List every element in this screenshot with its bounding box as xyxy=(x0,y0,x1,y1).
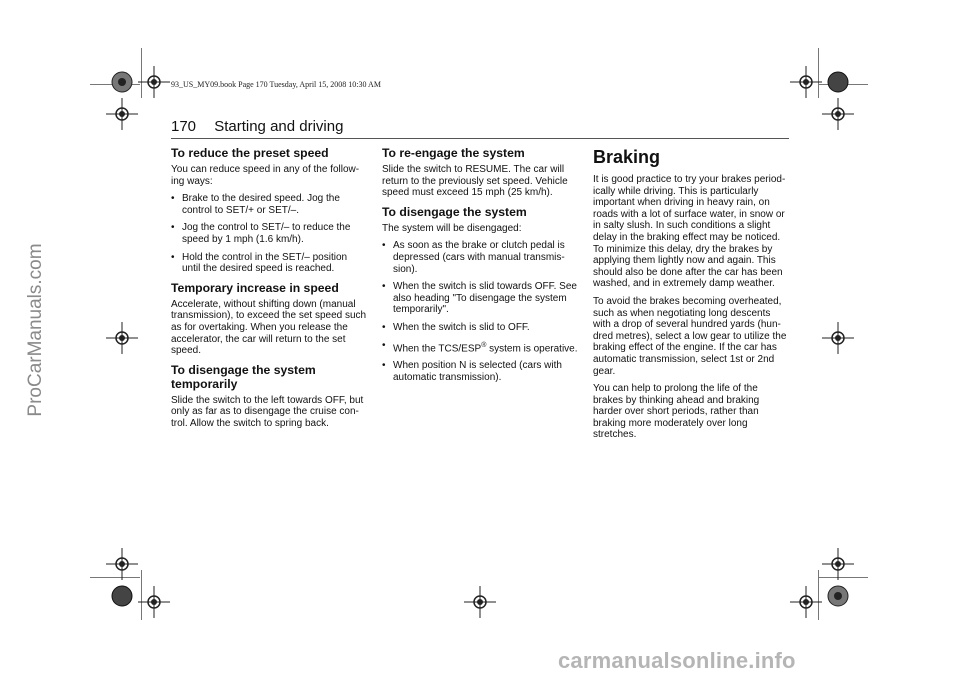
crosshair-icon xyxy=(822,548,854,580)
page-title: Starting and driving xyxy=(214,118,344,135)
crosshair-icon xyxy=(106,98,138,130)
crosshair-icon xyxy=(790,66,822,98)
list-item: • When the switch is slid towards OFF. See also heading "To disengage the system temporarily". xyxy=(382,281,577,316)
registration-mark-icon xyxy=(822,66,854,98)
page-header xyxy=(171,118,343,135)
bullet-icon: • xyxy=(382,240,386,252)
column-1 xyxy=(171,146,367,436)
heading-reduce-speed: To reduce the preset speed xyxy=(171,146,329,160)
list-item: • When the switch is slid to OFF. xyxy=(382,321,530,333)
page-number: 170 xyxy=(171,118,197,135)
list-item: • As soon as the brake or clutch pedal is depressed (cars with manual transmis-sion). xyxy=(382,240,565,275)
paragraph: You can help to prolong the life of the brakes by thinking ahead and braking harder over short periods, rather than braking more moderately over long stretches. xyxy=(593,383,760,441)
crosshair-icon xyxy=(464,586,496,618)
bullet-icon: • xyxy=(382,360,386,372)
bullet-icon: • xyxy=(171,251,175,263)
bullet-icon: • xyxy=(171,222,175,234)
column-2 xyxy=(382,146,578,390)
list-item: • Jog the control to SET/– to reduce the speed by 1 mph (1.6 km/h). xyxy=(171,222,351,245)
registration-mark-icon xyxy=(106,580,138,612)
heading-re-engage: To re-engage the system xyxy=(382,146,525,160)
crosshair-icon xyxy=(790,586,822,618)
list-item: • When the TCS/ESP® system is operative. xyxy=(382,339,578,354)
side-watermark: ProCarManuals.com xyxy=(25,243,46,417)
heading-braking: Braking xyxy=(593,147,661,167)
paragraph: The system will be disengaged: xyxy=(382,222,522,234)
crosshair-icon xyxy=(822,322,854,354)
footer-watermark: carmanualsonline.info xyxy=(558,648,796,673)
crosshair-icon xyxy=(138,586,170,618)
bullet-icon: • xyxy=(171,193,175,205)
crosshair-icon xyxy=(138,66,170,98)
bullet-icon: • xyxy=(382,281,386,293)
bullet-list xyxy=(382,240,578,383)
paragraph: You can reduce speed in any of the follow-ing ways: xyxy=(171,164,360,187)
bullet-icon: • xyxy=(382,339,386,351)
heading-temporary-increase: Temporary increase in speed xyxy=(171,280,339,295)
crosshair-icon xyxy=(106,322,138,354)
heading-disengage-temporarily: To disengage the system temporarily xyxy=(171,362,316,391)
bullet-list xyxy=(171,193,367,275)
heading-disengage: To disengage the system xyxy=(382,204,527,219)
book-imprint-line: 93_US_MY09.book Page 170 Tuesday, April 15, 2008 10:30 AM xyxy=(171,80,381,89)
paragraph: Slide the switch to RESUME. The car will return to the previously set speed. Vehicle speed must exceed 15 mph (25 km/h). xyxy=(382,164,568,199)
paragraph: Accelerate, without shifting down (manual transmission), to exceed the set speed such as for overtaking. When you release the accelerator, the car will return to the set speed. xyxy=(171,298,367,357)
paragraph: It is good practice to try your brakes period-ically while driving. This is particularly important when driving in heavy rain, on roads with a lot of surface water, in snow or in salty slush. In such conditions a slight delay in the braking effect may be noticed. To minimize this delay, dry the brakes by applying them lightly now and again. This should also be done after the car has been washed, and in extremely damp weather. xyxy=(593,174,786,290)
crosshair-icon xyxy=(106,548,138,580)
crosshair-icon xyxy=(822,98,854,130)
paragraph: Slide the switch to the left towards OFF, but only as far as to disengage the cruise con-trol. Allow the switch to spring back. xyxy=(171,394,364,429)
paragraph: To avoid the brakes becoming overheated, such as when negotiating long descents with a drop of several hundred yards (hun-dred metres), select a low gear to utilize the braking effect of the engine. If the car has automatic transmission, select 1st or 2nd gear. xyxy=(593,295,787,377)
registration-mark-icon xyxy=(106,66,138,98)
list-item: • Hold the control in the SET/– position until the desired speed is reached. xyxy=(171,251,348,275)
bullet-icon: • xyxy=(382,321,386,333)
registration-mark-icon xyxy=(822,580,854,612)
list-item: • When position N is selected (cars with automatic transmission). xyxy=(382,360,562,384)
column-3 xyxy=(593,146,789,447)
list-item: • Brake to the desired speed. Jog the control to SET/+ or SET/–. xyxy=(171,193,340,216)
header-rule xyxy=(171,138,789,139)
